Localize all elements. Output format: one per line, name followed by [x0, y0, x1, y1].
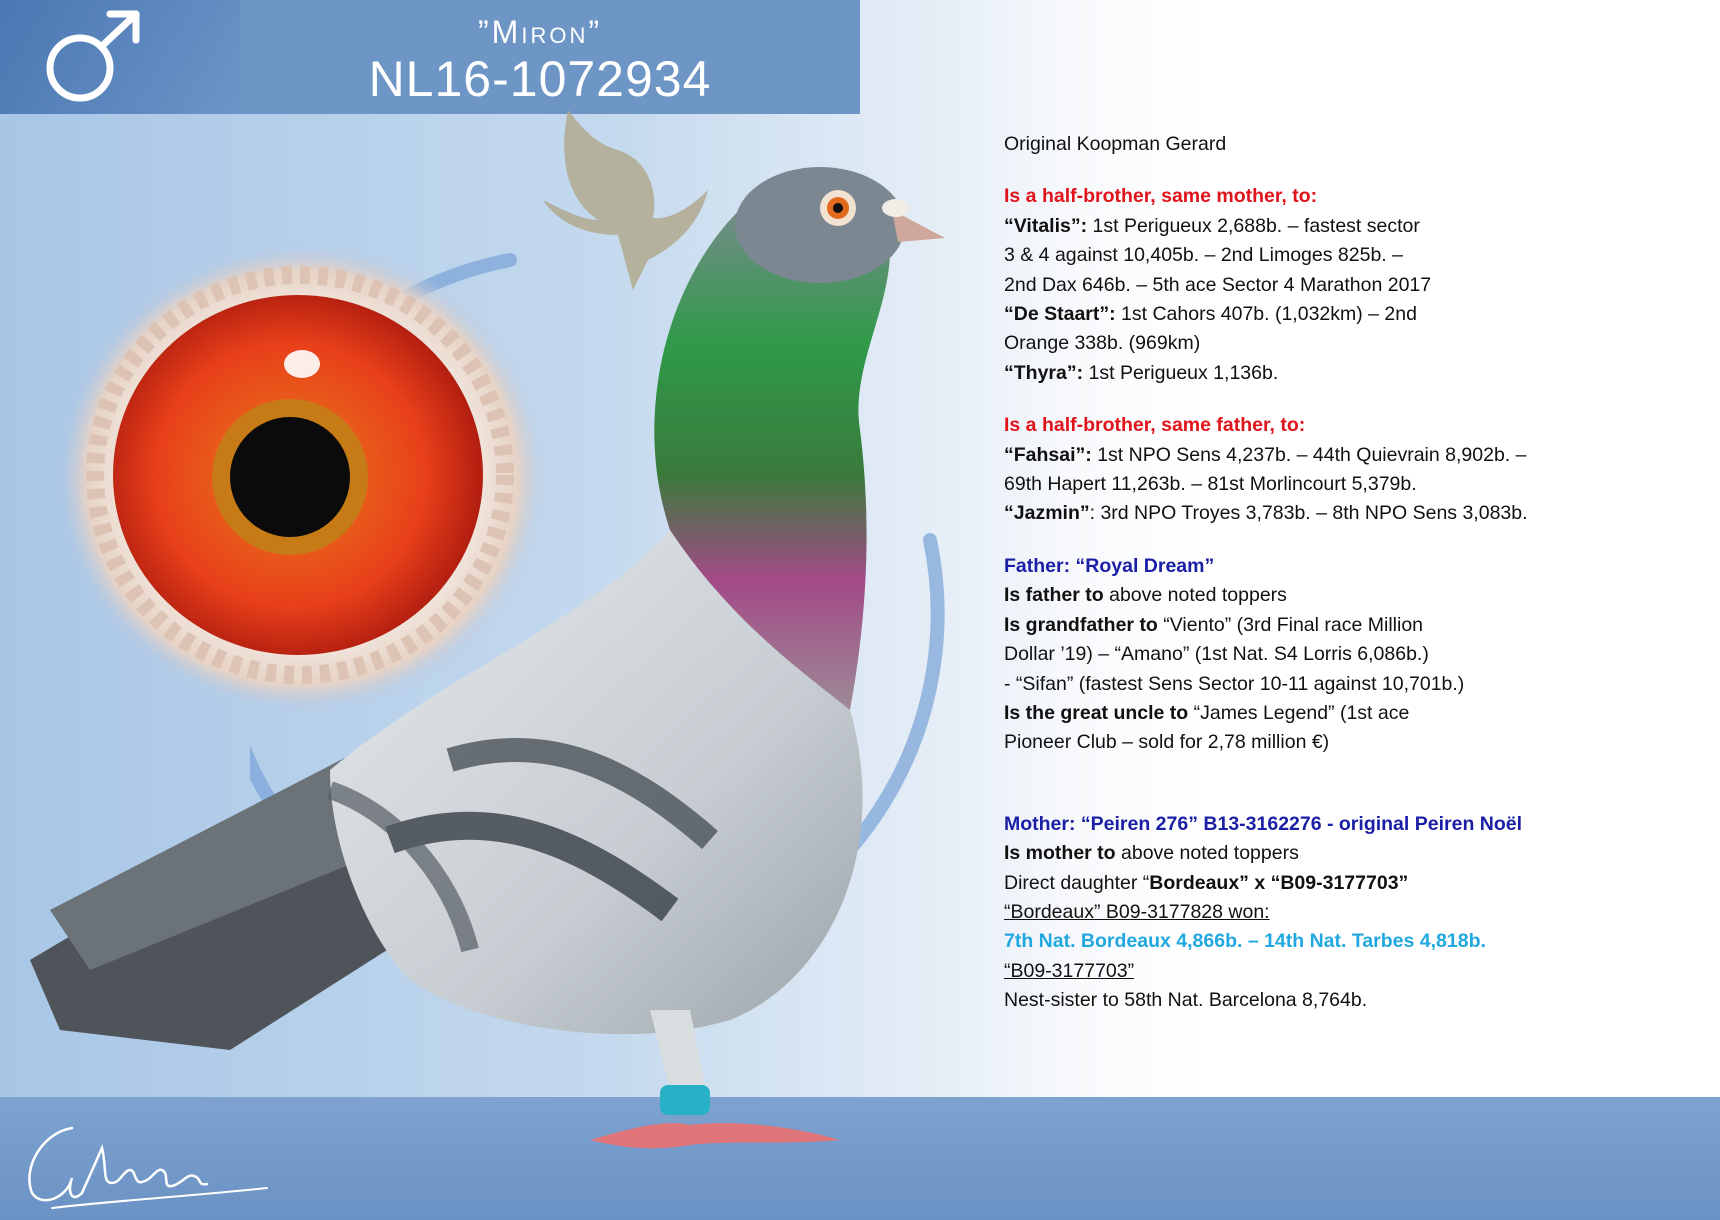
father-label-2: Is grandfather to — [1004, 613, 1158, 636]
half-brother-mother-heading: Is a half-brother, same mother, to: — [1004, 185, 1318, 208]
father-text-5: “James Legend” (1st ace — [1188, 701, 1410, 724]
thyra-line — [1004, 359, 1704, 388]
destaart-result-1: 1st Cahors 407b. (1,032km) – 2nd — [1115, 303, 1417, 326]
father-text-1: above noted toppers — [1103, 584, 1287, 607]
father-line-5 — [1004, 699, 1704, 728]
mother-line-6: Nest-sister to 58th Nat. Barcelona 8,764b. — [1004, 989, 1368, 1012]
pigeon-name: ”Miron” — [478, 14, 602, 50]
father-label-5: Is the great uncle to — [1004, 701, 1189, 724]
thyra-result: 1st Perigueux 1,136b. — [1083, 361, 1279, 384]
jazmin-line — [1004, 499, 1704, 528]
father-line-2 — [1004, 611, 1704, 640]
vitalis-result-1: 1st Perigueux 2,688b. – fastest sector — [1087, 214, 1420, 237]
mother-line-4: 7th Nat. Bordeaux 4,866b. – 14th Nat. Tarbes 4,818b. — [1004, 930, 1486, 953]
origin-line: Original Koopman Gerard — [1004, 133, 1227, 155]
fahsai-name: “Fahsai”: — [1004, 443, 1092, 466]
father-line-3: Dollar ’19) – “Amano” (1st Nat. S4 Lorris 6,086b.) — [1004, 643, 1429, 666]
male-symbol-icon — [36, 8, 146, 108]
father-label-1: Is father to — [1004, 584, 1104, 607]
mother-label-2: Bordeaux” x “B09-3177703” — [1149, 871, 1409, 894]
thyra-name: “Thyra”: — [1004, 361, 1084, 384]
mother-line-2 — [1004, 869, 1704, 898]
vitalis-line-2: 3 & 4 against 10,405b. – 2nd Limoges 825b. – — [1004, 244, 1403, 267]
vitalis-line-3: 2nd Dax 646b. – 5th ace Sector 4 Marathon 2017 — [1004, 273, 1432, 296]
koopman-signature — [12, 1108, 272, 1218]
destaart-line-1 — [1004, 300, 1704, 329]
father-line-4: - “Sifan” (fastest Sens Sector 10-11 against 10,701b.) — [1004, 672, 1465, 695]
mother-heading: Mother: “Peiren 276” B13-3162276 - original Peiren Noël — [1004, 812, 1523, 835]
destaart-name: “De Staart”: — [1004, 303, 1116, 326]
vitalis-line-1 — [1004, 212, 1704, 241]
father-line-1 — [1004, 581, 1704, 610]
jazmin-name: “Jazmin” — [1004, 502, 1090, 525]
father-line-6: Pioneer Club – sold for 2,78 million €) — [1004, 731, 1330, 754]
jazmin-result: : 3rd NPO Troyes 3,783b. – 8th NPO Sens 3,083b. — [1089, 502, 1528, 525]
pigeon-photo — [30, 150, 980, 1160]
ring-number: NL16-1072934 — [368, 51, 712, 107]
mother-line-5: “B09-3177703” — [1004, 959, 1135, 982]
pedigree-text — [1004, 130, 1704, 1016]
mother-text-2: Direct daughter “ — [1004, 871, 1150, 894]
father-text-2: “Viento” (3rd Final race Million — [1157, 613, 1424, 636]
mother-label-1: Is mother to — [1004, 842, 1116, 865]
half-brother-father-heading: Is a half-brother, same father, to: — [1004, 414, 1306, 437]
fahsai-line-1 — [1004, 441, 1704, 470]
fahsai-result-1: 1st NPO Sens 4,237b. – 44th Quievrain 8,902b. – — [1091, 443, 1527, 466]
father-heading: Father: “Royal Dream” — [1004, 554, 1215, 577]
mother-text-1: above noted toppers — [1115, 842, 1299, 865]
mother-line-3: “Bordeaux” B09-3177828 won: — [1004, 900, 1270, 923]
fahsai-line-2: 69th Hapert 11,263b. – 81st Morlincourt 5,379b. — [1004, 473, 1417, 496]
destaart-line-2: Orange 338b. (969km) — [1004, 332, 1201, 355]
vitalis-name: “Vitalis”: — [1004, 214, 1088, 237]
mother-line-1 — [1004, 839, 1704, 868]
